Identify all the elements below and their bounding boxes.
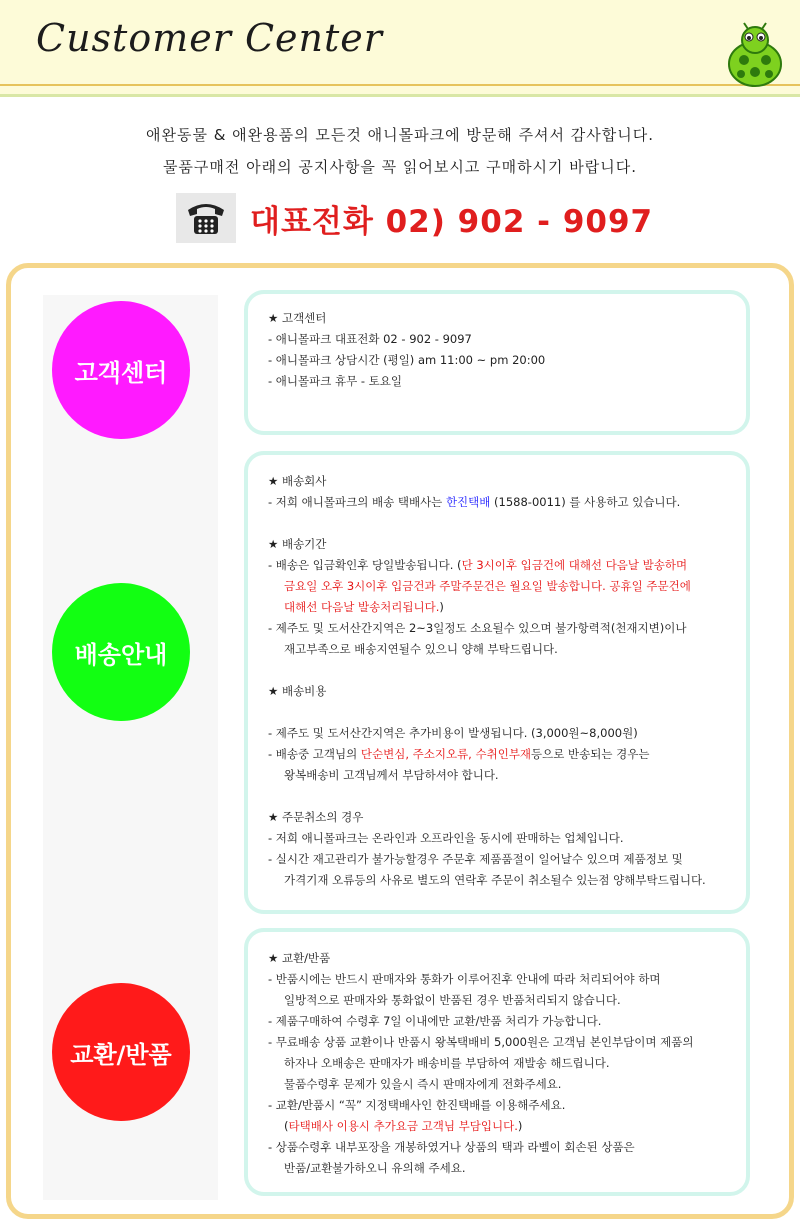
shipping-period-line: [268, 597, 730, 618]
ladybug-icon: [724, 22, 786, 88]
info-line: - 애니몰파크 대표전화 02 - 902 - 9097: [268, 332, 472, 346]
text: - 저희 애니몰파크의 배송 택배사는: [268, 495, 446, 509]
cancel-line: - 저희 애니몰파크는 온라인과 오프라인을 동시에 판매하는 업체입니다.: [268, 831, 624, 845]
text: ): [517, 1119, 523, 1133]
intro-line-2: 물품구매전 아래의 공지사항을 꼭 읽어보시고 구매하시기 바랍니다.: [162, 158, 638, 176]
badge-returns: [52, 983, 190, 1121]
info-line: - 애니몰파크 상담시간 (평일) am 11:00 ~ pm 20:00: [268, 353, 546, 367]
island-line: - 제주도 및 도서산간지역은 2~3일정도 소요될수 있으며 불가항력적(천재지변)이나: [268, 621, 687, 635]
cost-line: [268, 744, 730, 765]
badge-customer-center: [52, 301, 190, 439]
returns-line: - 무료배송 상품 교환이나 반품시 왕복택배비 5,000원은 고객님 본인부담이며 제품의: [268, 1035, 694, 1049]
shipping-period-heading: ★ 배송기간: [268, 537, 327, 551]
returns-line: - 제품구매하여 수령후 7일 이내에만 교환/반품 처리가 가능합니다.: [268, 1014, 602, 1028]
highlight-text: 단 3시이후 입금건에 대해선 다음날 발송하며: [461, 558, 688, 572]
returns-line: 일방적으로 판매자와 통화없이 반품된 경우 반품처리되지 않습니다.: [284, 993, 621, 1007]
shipping-card: [244, 451, 750, 914]
shipping-cost-heading: ★ 배송비용: [268, 684, 327, 698]
shipping-company-line: [268, 492, 730, 513]
badge-shipping: [52, 583, 190, 721]
returns-heading: ★ 교환/반품: [268, 951, 331, 965]
text: ): [439, 600, 444, 614]
shipping-company-heading: ★ 배송회사: [268, 474, 327, 488]
shipping-period-line: [268, 555, 730, 576]
courier-name: 한진택배: [445, 495, 491, 509]
text: - 배송은 입금확인후 당일발송됩니다. (: [268, 558, 462, 572]
badge-label: 고객센터: [74, 358, 168, 387]
intro-line-1: 애완동물 & 애완용품의 모든것 애니몰파크에 방문해 주셔서 감사합니다.: [145, 126, 655, 144]
phone-number: 대표전화 02) 902 - 9097: [250, 204, 654, 240]
text: (: [284, 1119, 289, 1133]
text: - 배송중 고객님의: [268, 747, 361, 761]
highlight-text: 대해선 다음날 발송처리됩니다.: [284, 600, 440, 614]
returns-line: [268, 1116, 730, 1137]
page-title: Customer Center: [36, 16, 383, 60]
cancel-line: - 실시간 재고관리가 불가능할경우 주문후 제품품절이 일어날수 있으며 제품정보 및: [268, 852, 683, 866]
returns-line: - 반품시에는 반드시 판매자와 통화가 이루어진후 안내에 따라 처리되어야 하며: [268, 972, 661, 986]
highlight-text: 금요일 오후 3시이후 입금건과 주말주문건은 월요일 발송합니다. 공휴일 주문건에: [284, 579, 691, 593]
returns-line: 반품/교환불가하오니 유의해 주세요.: [284, 1161, 466, 1175]
returns-card: [244, 928, 750, 1196]
header-banner: [0, 0, 800, 97]
returns-line: - 교환/반품시 “꼭” 지정택배사인 한진택배를 이용해주세요.: [268, 1098, 566, 1112]
cost-line: 왕복배송비 고객님께서 부담하셔야 합니다.: [284, 768, 499, 782]
header-divider: [0, 84, 800, 86]
text: (1588-0011) 를 사용하고 있습니다.: [490, 495, 681, 509]
cost-line: - 제주도 및 도서산간지역은 추가비용이 발생됩니다. (3,000원~8,000원): [268, 726, 638, 740]
text: 등으로 반송되는 경우는: [531, 747, 650, 761]
highlight-text: 타택배사 이용시 추가요금 고객님 부담입니다.: [288, 1119, 518, 1133]
badge-label: 배송안내: [74, 640, 168, 669]
returns-line: 하자나 오배송은 판매자가 배송비를 부담하여 재발송 해드립니다.: [284, 1056, 610, 1070]
cancel-line: 가격기재 오류등의 사유로 별도의 연락후 주문이 취소될수 있는점 양해부탁드립니다.: [284, 873, 706, 887]
returns-line: 물품수령후 문제가 있을시 즉시 판매자에게 전화주세요.: [284, 1077, 562, 1091]
returns-line: - 상품수령후 내부포장을 개봉하였거나 상품의 택과 라벨이 회손된 상품은: [268, 1140, 635, 1154]
info-line: ★ 고객센터: [268, 311, 327, 325]
island-line: 재고부족으로 배송지연될수 있으니 양해 부탁드립니다.: [284, 642, 558, 656]
customer-center-card: [244, 290, 750, 435]
cancel-heading: ★ 주문취소의 경우: [268, 810, 364, 824]
info-line: - 애니몰파크 휴무 - 토요일: [268, 374, 403, 388]
telephone-icon: [176, 193, 236, 243]
badge-label: 교환/반품: [70, 1040, 172, 1069]
highlight-text: 단순변심, 주소지오류, 수취인부재: [360, 747, 532, 761]
